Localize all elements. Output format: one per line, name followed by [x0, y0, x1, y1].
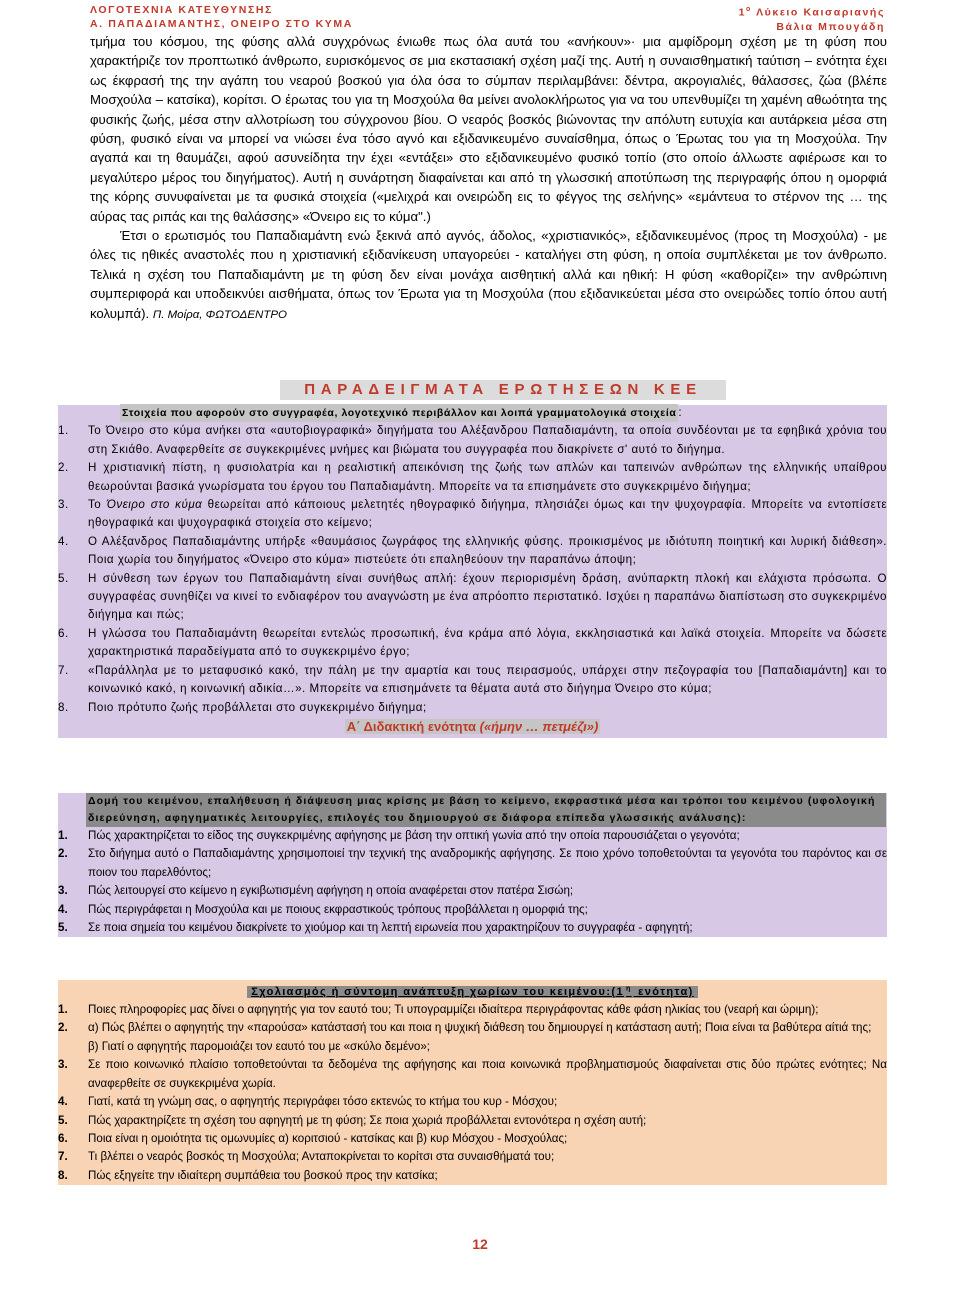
section-commentary	[58, 980, 887, 1185]
list-item: 1. Το Όνειρο στο κύμα ανήκει στα «αυτοβιογραφικά» διηγήματα του Αλέξανδρου Παπαδιαμάντη, τα οποία συνδέονται με τα εφηβικά χρόνια του στη Σκιάθο. Αναφερθείτε σε συγκεκριμένες μνήμες και βιώματα του συγγραφέα που διακρίνετε σ' αυτό το διήγημα.	[58, 424, 887, 456]
list-item: 5. Σε ποια σημεία του κειμένου διακρίνετε το χιούμορ και τη λεπτή ειρωνεία που χαρακτηρίζουν το συγγραφέα - αφηγητή;	[58, 921, 693, 935]
citation: Π. Μοίρα, ΦΩΤΟΔΕΝΤΡΟ	[152, 308, 288, 321]
list-item: 6. Ποια είναι η ομοιότητα τις ομωνυμίες α) κοριτσιού - κατσίκας και β) κυρ Μόσχου - Μοσχούλας;	[58, 1131, 568, 1145]
list-item: 6. Η γλώσσα του Παπαδιαμάντη θεωρείται εντελώς προσωπική, ένα κράμα από λόγια, εκκλησιαστικά και λαϊκά στοιχεία. Μπορείτε να δώσετε χαρακτηριστικά παραδείγματα από το συγκεκριμένο έργο;	[58, 626, 887, 659]
list-item: 8. Ποιο πρότυπο ζωής προβάλλεται στο συγκεκριμένο διήγημα;	[58, 700, 427, 714]
list-item: 2. Η χριστιανική πίστη, η φυσιολατρία και η ρεαλιστική απεικόνιση της ζωής των απλών και ταπεινών ανθρώπων της ελληνικής υπαίθρου θεωρούνται βασικά γνωρίσματα του έργου του Παπαδιαμάντη. Μπορείτε να τα επισημάνετε στο συγκεκριμένο διήγημα;	[58, 461, 887, 493]
list-item: 5. Πώς χαρακτηρίζετε τη σχέση του αφηγητή με τη φύση; Σε ποια χωριά προβάλλεται εντονότερα η σχέση αυτή;	[58, 1113, 647, 1127]
intro-paragraph-1: τμήμα του κόσμου, της φύσης αλλά συγχρόνως ένιωθε πως όλα αυτά του «ανήκουν»· μια αμφίδρομη σχέση με τη φύση που χαρακτήριζε τον προπτωτικό άνθρωπο, ευρισκόμενος σε μια εκστασιακή σχέση μαζί της. Αυτή η συναισθηματική ταύτιση – ενότητα έχει ως έκφρασή της την αγάπη του νεαρού βοσκού για όλα όσα το σύμπαν περιλαμβάνει: δέντρα, ακρογιαλιές, θάλασσες, ζώα (βλέπε Μοσχούλα – κατσίκα), κορίτσι. Ο έρωτας του για τη Μοσχούλα θα μείνει ανολοκλήρωτος για να του υπενθυμίζει τη χαμένη αθωότητα της φυσικής ζωής, μέσα στην αλλοτρίωση του σύγχρονου βίου. Ο νεαρός βοσκός βιώνοντας την απόλυτη ευτυχία και αυτάρκεια μέσα στη φύση, φυσικό είναι να μπορεί να νιώσει ένα τόσο αγνό και εξιδανικευμένο συναίσθημα, όπως ο Έρωτας του για τη Μοσχούλα. Την αγαπά και τη θαυμάζει, αφού ασυνείδητα την έχει «εντάξει» στο εξιδανικευμένο φυσικό τοπίο (στο οποίο άλλωστε αφιέρωσε και το μεγαλύτερο μέρος του διηγήματος). Αυτή η συνάρτηση διαφαίνεται και από τη γλωσσική αποτύπωση της περιγραφής όπου η ομορφιά της κόρης συνυφαίνεται με τα φυσικά στοιχεία («μελιχρά και ονειρώδη εις το φέγγος της σελήνης» «εμάντευα το στέρνον της … της αύρας τας ριπάς και της θαλάσσης» «Όνειρο εις το κύμα".)	[90, 34, 887, 224]
list-item: β) Γιατί ο αφηγητής παρομοιάζει τον εαυτό του με «σκύλο δεμένο»;	[88, 1039, 431, 1053]
page-number: 12	[472, 1236, 488, 1252]
section-author-context: Στοιχεία που αφορούν στο συγγραφέα, λογοτεχνικό περιβάλλον και λοιπά γραμματολογικά στοιχεία : 1. Το Όνειρο στο κύμα ανήκει στα «αυτοβιογραφικά» διηγήματα του Αλέξανδρου Παπαδιαμάντη, τα οποία συνδέονται με τα εφηβικά χρόνια του στη Σκιάθο. Αναφερθείτε σε συγκεκριμένες μνήμες και βιώματα του συγγραφέα που διακρίνετε σ' αυτό το διήγημα. 2. Η χριστιανική πίστη, η φυσιολατρία και η ρεαλιστική απεικόνιση της ζωής των απλών και ταπεινών ανθρώπων της ελληνικής υπαίθρου θεωρούνται βασικά γνωρίσματα του έργου του Παπαδιαμάντη. Μπορείτε να τα επισημάνετε στο συγκεκριμένο διήγημα; 3. Το Όνειρο στο κύμα θεωρείται από κάποιους μελετητές ηθογραφικό διήγημα, πλησιάζει όμως και την ψυχογραφία. Μπορείτε να εντοπίσετε ηθογραφικά και ψυχογραφικά στοιχεία στο κείμενο; 4. Ο Αλέξανδρος Παπαδιαμάντης υπήρξε «θαυμάσιος ζωγράφος της ελληνικής φύσης. προικισμένος με ιδιότυπη ποιητική και λυρική διάθεση». Ποια χωρία του διηγήματος «Όνειρο στο κύμα» πιστεύετε ότι επαληθεύουν την παραπάνω άποψη; 5. Η σύνθεση των έργων του Παπαδιαμάντη είναι συνήθως απλή: έχουν περιορισμένη δράση, ανύπαρκτη πλοκή και ελάχιστα πρόσωπα. Ο συγγραφέας συνηθίζει να κινεί το ενδιαφέρον του αναγνώστη με ένα απρόοπτο περιστατικό. Ισχύει η παραπάνω διαπίστωση στο συγκεκριμένο διήγημα και πώς; 6. Η γλώσσα του Παπαδιαμάντη θεωρείται εντελώς προσωπική, ένα κράμα από λόγια, εκκλησιαστικά και λαϊκά στοιχεία. Μπορείτε να δώσετε χαρακτηριστικά παραδείγματα από το συγκεκριμένο έργο; 7. «Παράλληλα με το μεταφυσικό κακό, την πάλη με την αμαρτία και τους πειρασμούς, υπάρχει στην πεζογραφία του [Παπαδιαμάντη] και το κοινωνικό κακό, η κοινωνική αδικία…». Μπορείτε να επισημάνετε τα θέματα αυτά στο διήγημα Όνειρο στο κύμα; 8. Ποιο πρότυπο ζωής προβάλλεται στο συγκεκριμένο διήγημα; Α΄ Διδακτική ενότητα («ήμην … πετμέζι»)	[58, 405, 887, 738]
unit-heading: Α΄ Διδακτική ενότητα («ήμην … πετμέζι»)	[346, 718, 599, 734]
intro-paragraph-2: Έτσι ο ερωτισμός του Παπαδιαμάντη ενώ ξεκινά από αγνός, άδολος, «χριστιανικός», εξιδανικευμένος (προς τη Μοσχούλα) - με όλες τις ηθικές αναστολές που η χριστιανική εξιδανίκευση υπαγορεύει - καταλήγει στη φύση, η οποία συμπλέκεται με τον άνθρωπο. Τελικά η σχέση του Παπαδιαμάντη με τη φύση δεν είναι μονάχα αισθητική αλλά και ηθική: Η φύση «καθορίζει» την ανθρώπινη συμπεριφορά και υποδεικνύει αισθήματα, όπως τον Έρωτα για τη Μοσχούλα (που εξιδανικεύεται μέσα στο ονειρώδες τοπίο όπου αυτή κολυμπά). Π. Μοίρα, ΦΩΤΟΔΕΝΤΡΟ	[90, 228, 887, 321]
list-item: 2. α) Πώς βλέπει ο αφηγητής την «παρούσα» κατάστασή του και ποια η ψυχική διάθεση του δημιουργεί η κατάσταση αυτή; Ποια είναι τα βαθύτερα αίτιά της;	[58, 1021, 872, 1035]
school-name: $1^o$ Λύκειο Καισαριανής	[738, 6, 885, 19]
intro-text	[90, 32, 887, 325]
page-title: ΠΑΡΑΔΕΙΓΜΑΤΑ ΕΡΩΤΗΣΕΩΝ ΚΕΕ	[280, 380, 726, 400]
work-title: Α. ΠΑΠΑΔΙΑΜΑΝΤΗΣ, ΟΝΕΙΡΟ ΣΤΟ ΚΥΜΑ	[90, 18, 353, 30]
section-heading: Δομή του κειμένου, επαλήθευση ή διάψευση μιας κρίσης με βάση το κείμενο, εκφραστικά μέσα και τρόποι του κειμένου (υφολογική διερεύνηση, αφηγηματικές λειτουργίες, επιλογές του δημιουργού σε διάφορα επίπεδα γλωσσικής ανάλυσης):	[86, 793, 886, 827]
list-item: 2. Στο διήγημα αυτό ο Παπαδιαμάντης χρησιμοποιεί την τεχνική της αναδρομικής αφήγησης. Σε ποιο χρόνο τοποθετούνται τα γεγονότα του παρόντος και σε ποιον του παρελθόντος;	[58, 847, 887, 879]
author-name: Βάλια Μπουγάδη	[776, 20, 885, 33]
list-item: 3. Πώς λειτουργεί στο κείμενο η εγκιβωτισμένη αφήγηση η οποία αναφέρεται στον πατέρα Σισώη;	[58, 884, 574, 898]
question-list	[58, 827, 887, 937]
section-structure	[58, 793, 887, 937]
section-heading: Σχολιασμός ή σύντομη ανάπτυξη χωρίων του κειμένου:(1 $^\eta$ ενότητα)	[58, 980, 887, 1001]
list-item: 4. Γιατί, κατά τη γνώμη σας, ο αφηγητής περιγράφει τόσο εκτενώς το κτήμα του κυρ - Μόσχου;	[58, 1095, 558, 1109]
section-heading: Στοιχεία που αφορούν στο συγγραφέα, λογοτεχνικό περιβάλλον και λοιπά γραμματολογικά στοιχεία	[120, 404, 678, 422]
list-item: 1. Πώς χαρακτηρίζεται το είδος της συγκεκριμένης αφήγησης με βάση την οπτική γωνία από την οποία παρουσιάζεται ο γεγονότα;	[58, 829, 740, 842]
list-item: 8. Πώς εξηγείτε την ιδιαίτερη συμπάθεια του βοσκού προς την κατσίκα;	[58, 1168, 438, 1182]
question-list	[58, 422, 887, 717]
header-left	[90, 3, 353, 31]
list-item: 7. «Παράλληλα με το μεταφυσικό κακό, την πάλη με την αμαρτία και τους πειρασμούς, υπάρχει στην πεζογραφία του [Παπαδιαμάντη] και το κοινωνικό κακό, η κοινωνική αδικία…». Μπορείτε να επισημάνετε τα θέματα αυτά στο διήγημα Όνειρο στο κύμα;	[58, 663, 887, 696]
question-list	[58, 1001, 887, 1185]
list-item: 3. Σε ποιο κοινωνικό πλαίσιο τοποθετούνται τα δεδομένα της αφήγησης και ποια κοινωνικά προβληματισμούς διαφαίνεται στις δύο πρώτες ενότητες; Να αναφερθείτε σε συγκεκριμένα χωρία.	[58, 1058, 887, 1090]
list-item: 3. Το Όνειρο στο κύμα θεωρείται από κάποιους μελετητές ηθογραφικό διήγημα, πλησιάζει όμως και την ψυχογραφία. Μπορείτε να εντοπίσετε ηθογραφικά και ψυχογραφικά στοιχεία στο κείμενο;	[58, 498, 888, 530]
page-header	[90, 3, 885, 31]
list-item: 5. Η σύνθεση των έργων του Παπαδιαμάντη είναι συνήθως απλή: έχουν περιορισμένη δράση, ανύπαρκτη πλοκή και ελάχιστα πρόσωπα. Ο συγγραφέας συνηθίζει να κινεί το ενδιαφέρον του αναγνώστη με ένα απρόοπτο περιστατικό. Ισχύει η παραπάνω διαπίστωση στο συγκεκριμένο διήγημα και πώς;	[58, 571, 887, 622]
subject-title: ΛΟΓΟΤΕΧΝΙΑ ΚΑΤΕΥΘΥΝΣΗΣ	[90, 4, 273, 16]
header-right	[739, 3, 885, 34]
list-item: 4. Πώς περιγράφεται η Μοσχούλα και με ποιους εκφραστικούς τρόπους προβάλλεται η ομορφιά της;	[58, 902, 588, 916]
list-item: 4. Ο Αλέξανδρος Παπαδιαμάντης υπήρξε «θαυμάσιος ζωγράφος της ελληνικής φύσης. προικισμένος με ιδιότυπη ποιητική και λυρική διάθεση». Ποια χωρία του διηγήματος «Όνειρο στο κύμα» πιστεύετε ότι επαληθεύουν την παραπάνω άποψη;	[58, 534, 887, 567]
list-item: 1. Ποιες πληροφορίες μας δίνει ο αφηγητής για τον εαυτό του; Τι υπογραμμίζει ιδιαίτερα περιγράφοντας κάθε φάση ηλικίας του (νεαρή και ώριμη);	[58, 1003, 819, 1017]
list-item: 7. Τι βλέπει ο νεαρός βοσκός τη Μοσχούλα; Ανταποκρίνεται το κορίτσι στα συναισθήματά του;	[58, 1150, 555, 1164]
